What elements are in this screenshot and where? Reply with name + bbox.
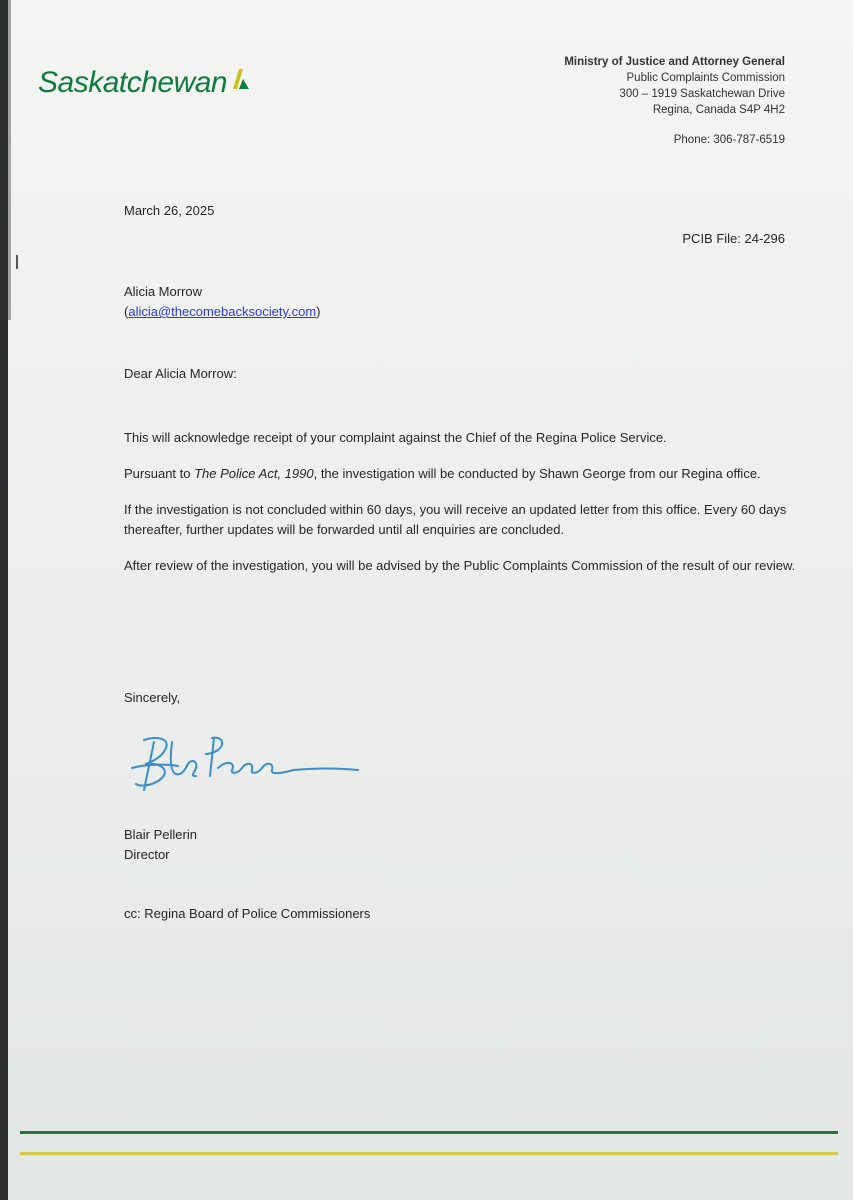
close-paren: ) [316, 304, 321, 319]
saskatchewan-logo [38, 66, 251, 100]
recipient-block [124, 282, 321, 322]
signer-block [124, 825, 197, 865]
file-number: PCIB File: 24-296 [682, 231, 785, 246]
recipient-email-line [124, 302, 321, 322]
body-paragraph-2 [124, 464, 800, 484]
handwritten-signature [126, 728, 366, 805]
letter-page [8, 0, 853, 1200]
ministry-name: Ministry of Justice and Attorney General [564, 56, 785, 68]
letter-date: March 26, 2025 [124, 203, 215, 218]
street-address: 300 – 1919 Saskatchewan Drive [619, 88, 785, 100]
footer-yellow-rule [20, 1152, 838, 1155]
commission-name: Public Complaints Commission [626, 72, 785, 84]
phone-number: Phone: 306-787-6519 [673, 134, 785, 146]
wheat-sheaf-icon [231, 67, 251, 96]
signer-title: Director [124, 847, 170, 862]
open-paren: ( [124, 304, 129, 319]
p2-rest: , the investigation will be conducted by Shawn George from our Regina office. [313, 466, 761, 481]
p2-lead: Pursuant to [124, 466, 195, 481]
footer-green-rule [20, 1131, 838, 1134]
closing: Sincerely, [124, 690, 181, 705]
police-act-title: The Police Act, 1990 [194, 466, 314, 481]
body-paragraph-4: After review of the investigation, you will be advised by the Public Complaints Commission of the result of our review. [124, 558, 796, 573]
signer-name: Blair Pellerin [124, 827, 197, 842]
cc-line: cc: Regina Board of Police Commissioners [124, 906, 371, 921]
letter-body [124, 428, 800, 592]
recipient-email-link[interactable]: alicia@thecomebacksociety.com [128, 304, 317, 319]
body-paragraph-1: This will acknowledge receipt of your complaint against the Chief of the Regina Police Service. [124, 430, 667, 445]
paper-notch [16, 255, 18, 269]
recipient-name: Alicia Morrow [124, 284, 203, 299]
letterhead-address [564, 54, 785, 148]
logo-wordmark: Saskatchewan [38, 66, 228, 99]
salutation: Dear Alicia Morrow: [124, 366, 237, 381]
body-paragraph-3: If the investigation is not concluded within 60 days, you will receive an updated letter from this office. Every 60 days thereafter, further updates will be forwarded until all enquiries are concluded. [124, 502, 787, 537]
paper-edge [8, 0, 11, 320]
city-address: Regina, Canada S4P 4H2 [652, 104, 785, 116]
